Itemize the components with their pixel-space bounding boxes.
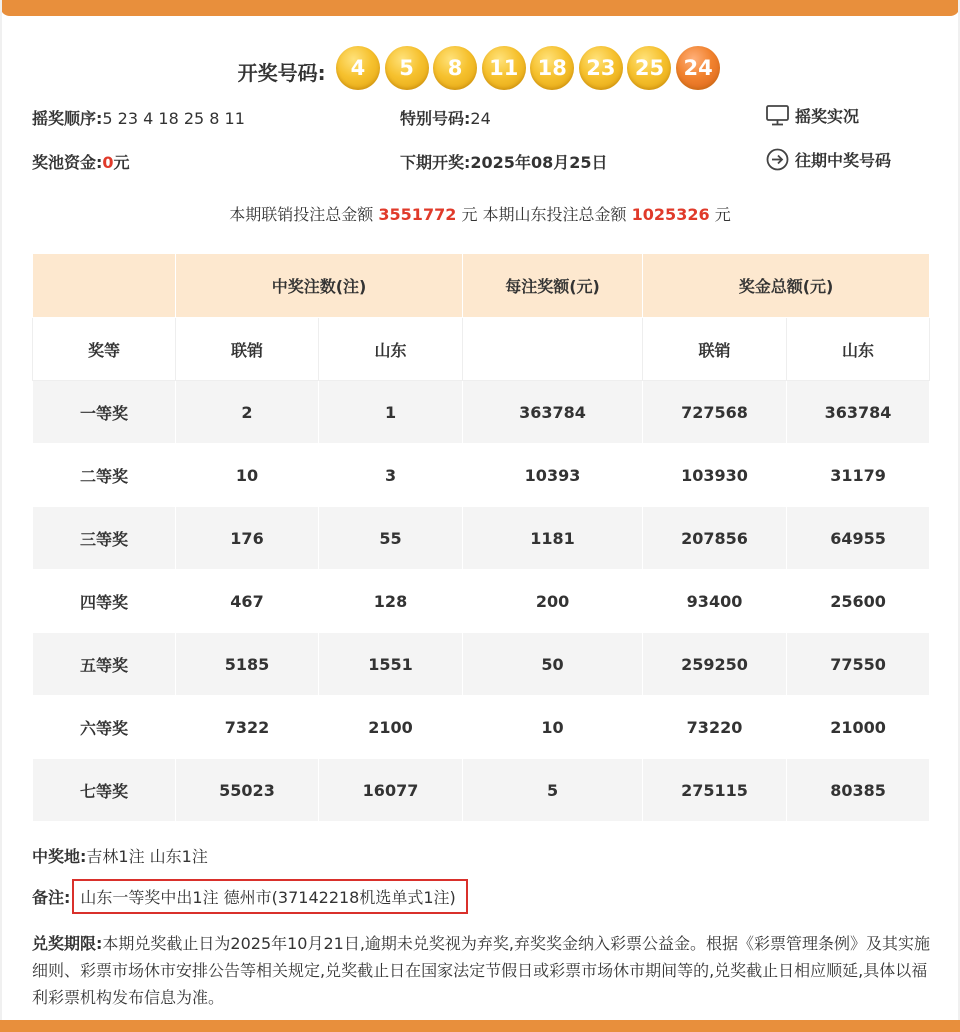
ball-number: 23 bbox=[579, 46, 623, 90]
sales-summary bbox=[0, 202, 960, 225]
cell-total-shandong: 31179 bbox=[787, 444, 930, 507]
remark-value: 山东一等奖中出1注 德州市(37142218机选单式1注) bbox=[80, 888, 456, 907]
cell-total-shandong: 363784 bbox=[787, 381, 930, 444]
next-draw bbox=[400, 150, 607, 173]
cell-joint: 2 bbox=[176, 381, 319, 444]
info-row-order bbox=[0, 102, 960, 132]
draw-order-value: 5 23 4 18 25 8 11 bbox=[102, 109, 245, 128]
table-row bbox=[33, 381, 930, 444]
table-row bbox=[33, 570, 930, 633]
joint-sales-unit: 元 bbox=[461, 205, 478, 224]
cell-total-joint: 275115 bbox=[643, 759, 787, 822]
joint-sales-label: 本期联销投注总金额 bbox=[229, 205, 374, 224]
live-draw-link[interactable] bbox=[766, 104, 859, 127]
top-frame-bar bbox=[0, 0, 960, 22]
cell-total-shandong: 25600 bbox=[787, 570, 930, 633]
remark-label: 备注: bbox=[32, 888, 71, 907]
table-row bbox=[33, 759, 930, 822]
remark-highlight-box bbox=[72, 879, 467, 914]
cell-total-joint: 73220 bbox=[643, 696, 787, 759]
table-row bbox=[33, 696, 930, 759]
info-row-pool bbox=[0, 146, 960, 176]
cell-shandong: 1 bbox=[319, 381, 463, 444]
draw-numbers-label: 开奖号码: bbox=[237, 60, 326, 85]
cell-joint: 176 bbox=[176, 507, 319, 570]
prize-pool-unit: 元 bbox=[113, 153, 130, 172]
ball-number: 11 bbox=[482, 46, 526, 90]
cell-total-shandong: 77550 bbox=[787, 633, 930, 696]
table-row bbox=[33, 507, 930, 570]
prize-pool bbox=[32, 150, 130, 173]
ball-number: 4 bbox=[336, 46, 380, 90]
ball-number: 18 bbox=[530, 46, 574, 90]
cell-total-joint: 207856 bbox=[643, 507, 787, 570]
draw-order bbox=[32, 106, 245, 129]
cell-per: 5 bbox=[463, 759, 643, 822]
next-draw-label: 下期开奖: bbox=[400, 153, 471, 172]
arrow-circle-icon bbox=[766, 148, 789, 171]
cell-per: 363784 bbox=[463, 381, 643, 444]
cell-joint: 55023 bbox=[176, 759, 319, 822]
cell-joint: 5185 bbox=[176, 633, 319, 696]
cell-level: 五等奖 bbox=[33, 633, 176, 696]
claim-deadline-text: 本期兑奖截止日为2025年10月21日,逾期未兑奖视为弃奖,弃奖奖金纳入彩票公益金。根据《彩票管理条例》及其实施细则、彩票市场休市安排公告等相关规定,兑奖截止日在国家法定节假日或彩票市场休市期间等的,兑奖截止日相应顺延,具体以福利彩票机构发布信息为准。 bbox=[32, 934, 931, 1007]
special-number-value: 24 bbox=[470, 109, 491, 128]
cell-total-shandong: 80385 bbox=[787, 759, 930, 822]
cell-joint: 10 bbox=[176, 444, 319, 507]
table-row bbox=[33, 633, 930, 696]
prize-pool-value: 0 bbox=[102, 153, 114, 172]
header-per-prize: 每注奖额(元) bbox=[463, 254, 643, 318]
ball-number: 25 bbox=[627, 46, 671, 90]
history-numbers-link[interactable] bbox=[766, 148, 891, 171]
table-subheader-row bbox=[33, 318, 930, 381]
cell-shandong: 1551 bbox=[319, 633, 463, 696]
draw-numbers-row bbox=[0, 40, 960, 96]
cell-total-joint: 93400 bbox=[643, 570, 787, 633]
cell-per: 50 bbox=[463, 633, 643, 696]
cell-level: 六等奖 bbox=[33, 696, 176, 759]
cell-level: 四等奖 bbox=[33, 570, 176, 633]
cell-total-joint: 727568 bbox=[643, 381, 787, 444]
cell-shandong: 55 bbox=[319, 507, 463, 570]
live-draw-link-label: 摇奖实况 bbox=[795, 107, 860, 126]
shandong-sales-value: 1025326 bbox=[631, 205, 710, 224]
col-shandong: 山东 bbox=[319, 318, 463, 381]
cell-per: 200 bbox=[463, 570, 643, 633]
cell-shandong: 3 bbox=[319, 444, 463, 507]
monitor-icon bbox=[766, 105, 789, 126]
shandong-sales-unit: 元 bbox=[714, 205, 731, 224]
cell-level: 七等奖 bbox=[33, 759, 176, 822]
cell-per: 1181 bbox=[463, 507, 643, 570]
special-number-label: 特别号码: bbox=[400, 109, 471, 128]
col-per-empty bbox=[463, 318, 643, 381]
header-total-prize: 奖金总额(元) bbox=[643, 254, 930, 318]
col-level: 奖等 bbox=[33, 318, 176, 381]
cell-shandong: 16077 bbox=[319, 759, 463, 822]
cell-level: 三等奖 bbox=[33, 507, 176, 570]
cell-total-shandong: 64955 bbox=[787, 507, 930, 570]
winning-location-label: 中奖地: bbox=[32, 847, 87, 866]
cell-shandong: 128 bbox=[319, 570, 463, 633]
next-draw-value: 2025年08月25日 bbox=[470, 153, 608, 172]
joint-sales-value: 3551772 bbox=[378, 205, 457, 224]
ball-number: 5 bbox=[385, 46, 429, 90]
bottom-frame-bar bbox=[0, 1020, 960, 1032]
cell-joint: 467 bbox=[176, 570, 319, 633]
col-total-shandong: 山东 bbox=[787, 318, 930, 381]
cell-shandong: 2100 bbox=[319, 696, 463, 759]
draw-order-label: 摇奖顺序: bbox=[32, 109, 103, 128]
cell-level: 一等奖 bbox=[33, 381, 176, 444]
cell-total-joint: 103930 bbox=[643, 444, 787, 507]
prize-table bbox=[32, 253, 930, 822]
header-winners: 中奖注数(注) bbox=[176, 254, 463, 318]
claim-deadline bbox=[32, 930, 932, 1011]
table-header-row bbox=[33, 254, 930, 318]
table-header-empty bbox=[33, 254, 176, 318]
shandong-sales-label: 本期山东投注总金额 bbox=[482, 205, 627, 224]
prize-pool-label: 奖池资金: bbox=[32, 153, 103, 172]
ball-number: 8 bbox=[433, 46, 477, 90]
history-numbers-link-label: 往期中奖号码 bbox=[795, 151, 892, 170]
cell-total-joint: 259250 bbox=[643, 633, 787, 696]
winning-location bbox=[32, 844, 208, 867]
winning-location-value: 吉林1注 山东1注 bbox=[86, 847, 208, 866]
cell-level: 二等奖 bbox=[33, 444, 176, 507]
claim-deadline-label: 兑奖期限: bbox=[32, 934, 103, 953]
col-joint: 联销 bbox=[176, 318, 319, 381]
special-ball-number: 24 bbox=[676, 46, 720, 90]
remark bbox=[32, 879, 468, 914]
cell-total-shandong: 21000 bbox=[787, 696, 930, 759]
col-total-joint: 联销 bbox=[643, 318, 787, 381]
special-number bbox=[400, 106, 491, 129]
cell-per: 10 bbox=[463, 696, 643, 759]
cell-joint: 7322 bbox=[176, 696, 319, 759]
table-row bbox=[33, 444, 930, 507]
cell-per: 10393 bbox=[463, 444, 643, 507]
